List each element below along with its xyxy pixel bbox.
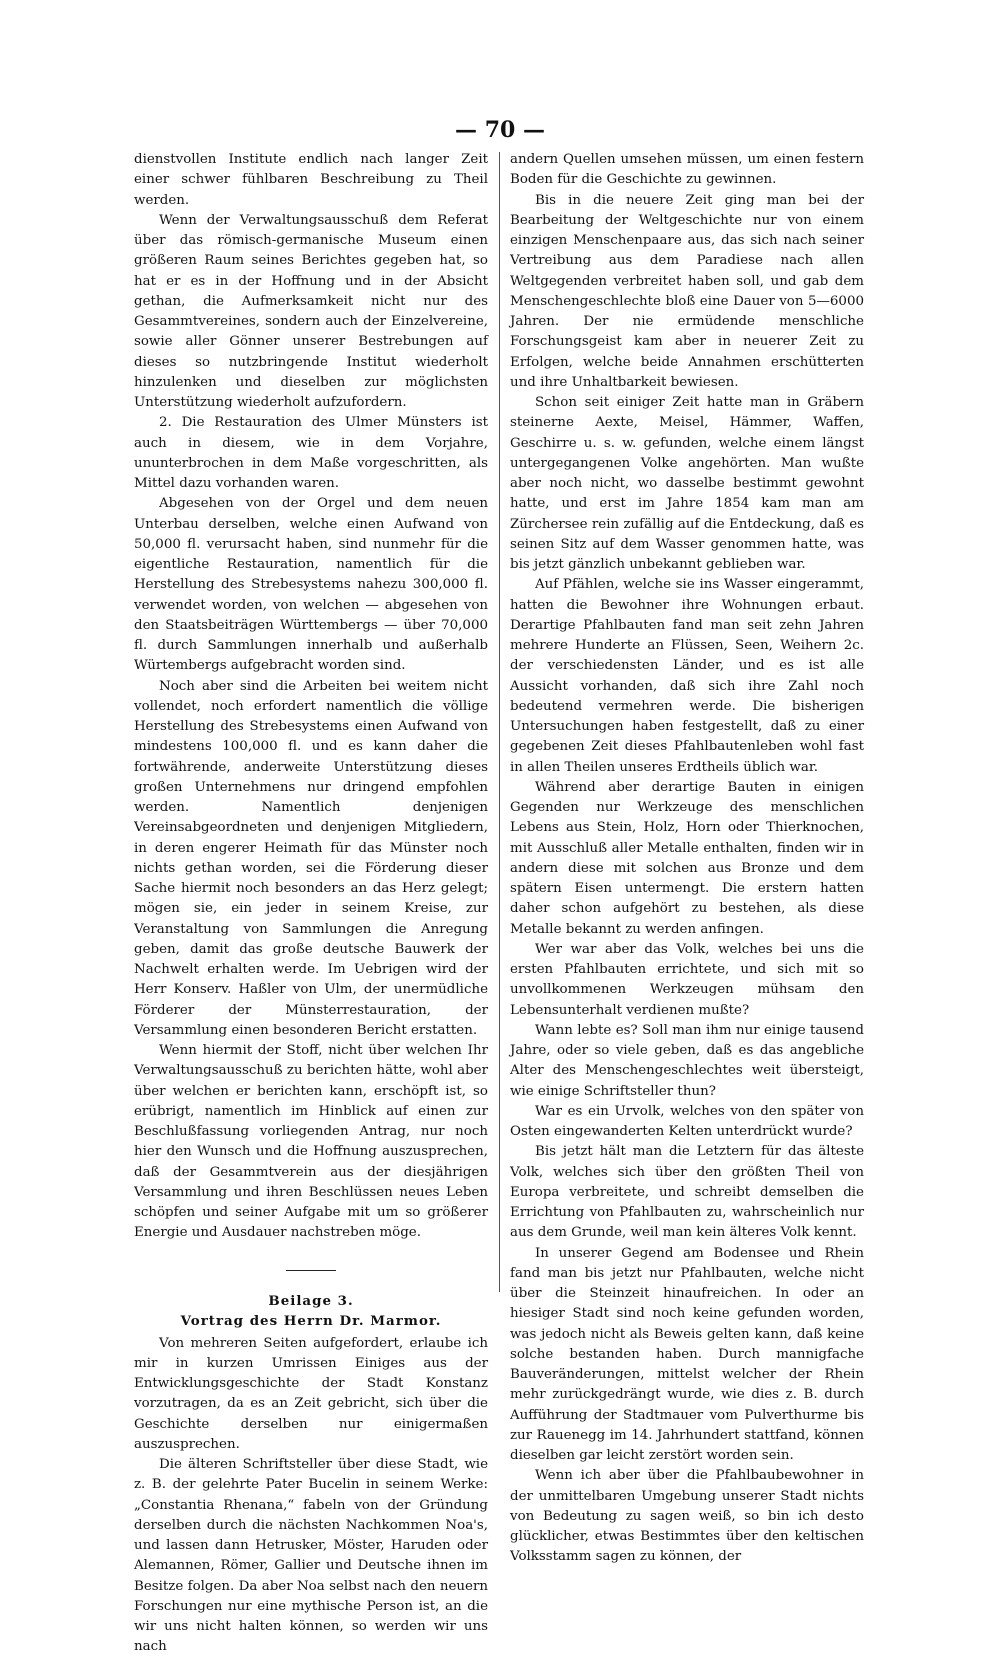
paragraph: Die älteren Schriftsteller über diese Stadt, wie z. B. der gelehrte Pater Bucelin in seinem Werke: „Constantia Rhenana,“ fabeln von der Gründung derselben durch die nächsten Nachkommen Noa's, und lassen dann Hetrusker, Möster, Haruden oder Alemannen, Römer, Gallier und Deutsche ihnen im Besitze folgen. Da aber Noa selbst nach den neuern Forschungen nur eine mythische Person ist, an die wir uns nicht halten können, so werden wir uns nach bbox=[134, 1457, 488, 1655]
paragraph: Schon seit einiger Zeit hatte man in Gräbern steinerne Aexte, Meisel, Hämmer, Waffen, Geschirre u. s. w. gefunden, welche einem längst untergegangenen Volke angehörten. Man wußte aber noch nicht, wo dasselbe bestimmt gewohnt hatte, und erst im Jahre 1854 kam man am Zürchersee rein zufällig auf die Entdeckung, daß es seinen Sitz auf dem Wasser genommen hatte, was bis jetzt gänzlich unbekannt geblieben war. bbox=[510, 395, 864, 572]
right-column bbox=[510, 150, 864, 1568]
left-column bbox=[134, 150, 488, 1658]
paragraph: Auf Pfählen, welche sie ins Wasser eingerammt, hatten die Bewohner ihre Wohnungen erbaut. Derartige Pfahlbauten fand man seit zehn Jahren mehrere Hunderte an Flüssen, Seen, Weihern 2c. der verschiedensten Länder, und es ist alle Aussicht vorhanden, daß sich ihre Zahl noch bedeutend vermehren werde. Die bisherigen Untersuchungen haben festgestellt, daß zu einer gegebenen Zeit dieses Pfahlbautenleben wohl fast in allen Theilen unseres Erdtheils üblich war. bbox=[510, 577, 864, 775]
section-divider bbox=[286, 1270, 336, 1272]
paragraph: andern Quellen umsehen müssen, um einen festern Boden für die Geschichte zu gewinnen. bbox=[510, 152, 864, 188]
paragraph: Bis in die neuere Zeit ging man bei der Bearbeitung der Weltgeschichte nur von einem einzigen Menschenpaare aus, das sich nach seiner Vertreibung aus dem Paradiese nach allen Weltgegenden verbreitet haben soll, und gab dem Menschengeschlechte bloß eine Dauer von 5—6000 Jahren. Der nie ermüdende menschliche Forschungsgeist kam aber in neuerer Zeit zu Erfolgen, welche beide Annahmen erschütterten und ihre Unhaltbarkeit bewiesen. bbox=[510, 192, 864, 390]
paragraph: Abgesehen von der Orgel und dem neuen Unterbau derselben, welche einen Aufwand von 50,000 fl. verursacht haben, sind nunmehr für die eigentliche Restauration, namentlich für die Herstellung des Strebesystems nahezu 300,000 fl. verwendet worden, von welchen — abgesehen von den Staatsbeiträgen Württembergs — über 70,000 fl. durch Sammlungen innerhalb und außerhalb Würtembergs aufgebracht worden sind. bbox=[134, 496, 488, 674]
paragraph: In unserer Gegend am Bodensee und Rhein fand man bis jetzt nur Pfahlbauten, welche nicht über die Steinzeit hinaufreichen. In oder an hiesiger Stadt sind noch keine gefunden worden, was jedoch nicht als Beweis gelten kann, daß keine solche bestanden haben. Durch mannigfache Bauveränderungen, mittelst welcher der Rhein mehr zurückgedrängt wurde, wie dies z. B. durch Aufführung der Stadtmauer vom Pulverthurme bis zur Rauenegg im 14. Jahrhundert stattfand, können dieselben gar leicht zerstört worden sein. bbox=[510, 1245, 864, 1463]
paragraph: Wann lebte es? Soll man ihm nur einige tausend Jahre, oder so viele geben, daß es das angebliche Alter des Menschengeschlechtes weit übersteigt, wie einige Schriftsteller thun? bbox=[510, 1022, 864, 1099]
section-subtitle: Vortrag des Herrn Dr. Marmor. bbox=[180, 1313, 442, 1330]
paragraph: 2. Die Restauration des Ulmer Münsters ist auch in diesem, wie in dem Vorjahre, ununterbrochen in dem Maße vorgeschritten, als Mittel dazu vorhanden waren. bbox=[134, 415, 488, 491]
paragraph: dienstvollen Institute endlich nach langer Zeit einer schwer fühlbaren Beschreibung zu Theil werden. bbox=[134, 152, 488, 208]
paragraph: War es ein Urvolk, welches von den später von Osten eingewanderten Kelten unterdrückt wurde? bbox=[510, 1103, 864, 1139]
page-number: — 70 — bbox=[455, 117, 545, 143]
paragraph: Wenn ich aber über die Pfahlbaubewohner in der unmittelbaren Umgebung unserer Stadt nichts von Bedeutung zu sagen weiß, so bin ich desto glücklicher, etwas Bestimmtes über den keltischen Volksstamm sagen zu können, der bbox=[510, 1468, 864, 1565]
paragraph: Wenn hiermit der Stoff, nicht über welchen Ihr Verwaltungsausschuß zu berichten hätte, wohl aber über welchen er berichten kann, erschöpft ist, so erübrigt, namentlich im Hinblick auf einen zur Beschlußfassung vorliegenden Antrag, nur noch hier den Wunsch und die Hoffnung auszusprechen, daß der Gesammtverein aus der diesjährigen Versammlung und ihren Beschlüssen neues Leben schöpfen und seiner Aufgabe mit um so größerer Energie und Ausdauer nachstreben möge. bbox=[134, 1043, 488, 1241]
paragraph: Noch aber sind die Arbeiten bei weitem nicht vollendet, noch erfordert namentlich die völlige Herstellung des Strebesystems einen Aufwand von mindestens 100,000 fl. und es kann daher die fortwährende, anderweite Unterstützung dieses großen Unternehmens nur dringend empfohlen werden. Namentlich denjenigen Vereinsabgeordneten und denjenigen Mitgliedern, in deren engerer Heimath für das Münster noch nichts gethan worden, sei die Förderung dieser Sache hiermit noch besonders an das Herz gelegt; mögen sie, ein jeder in seinem Kreise, zur Veranstaltung von Sammlungen die Anregung geben, damit das große deutsche Bauwerk der Nachwelt erhalten werde. Im Uebrigen wird der Herr Konserv. Haßler von Ulm, der unermüdliche Förderer der Münsterrestauration, der Versammlung einen besonderen Bericht erstatten. bbox=[134, 678, 488, 1038]
paragraph: Bis jetzt hält man die Letztern für das älteste Volk, welches sich über den größten Theil von Europa verbreitete, und schreibt demselben die Errichtung von Pfahlbauten zu, wahrscheinlich nur aus dem Grunde, weil man kein älteres Volk kennt. bbox=[510, 1144, 864, 1241]
paragraph: Von mehreren Seiten aufgefordert, erlaube ich mir in kurzen Umrissen Einiges aus der Entwicklungsgeschichte der Stadt Konstanz vorzutragen, da es an Zeit gebricht, sich über die Geschichte derselben nur einigermaßen auszusprechen. bbox=[134, 1335, 488, 1452]
paragraph: Während aber derartige Bauten in einigen Gegenden nur Werkzeuge des menschlichen Lebens aus Stein, Holz, Horn oder Thierknochen, mit Ausschluß aller Metalle enthalten, finden wir in andern diese mit solchen aus Bronze und dem spätern Eisen untermengt. Die erstern hatten daher schon aufgehört zu bestehen, als diese Metalle bekannt zu werden anfingen. bbox=[510, 779, 864, 937]
section-title: Beilage 3. bbox=[268, 1293, 354, 1309]
paragraph: Wenn der Verwaltungsausschuß dem Referat über das römisch-germanische Museum einen größeren Raum seines Berichtes gegeben hat, so hat er es in der Hoffnung und in der Absicht gethan, die Aufmerksamkeit nicht nur des Gesammtvereines, sondern auch der Einzelvereine, sowie aller Gönner unserer Bestrebungen auf dieses so nutzbringende Institut wiederholt hinzulenken und dieselben zur möglichsten Unterstützung wiederholt aufzufordern. bbox=[134, 212, 488, 410]
column-divider bbox=[499, 152, 500, 1292]
paragraph: Wer war aber das Volk, welches bei uns die ersten Pfahlbauten errichtete, und sich mit so unvollkommenen Werkzeugen mühsam den Lebensunterhalt verdienen mußte? bbox=[510, 941, 864, 1018]
